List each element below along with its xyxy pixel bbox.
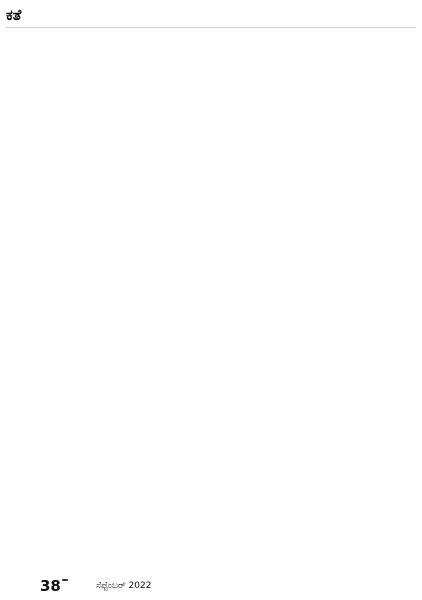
- magazine-name: [62, 579, 68, 581]
- column-right: [233, 40, 416, 568]
- left-margin: [0, 30, 34, 580]
- page-number: 38: [40, 577, 61, 595]
- page-header: [0, 0, 422, 30]
- column-left: [40, 40, 223, 568]
- article-body: [40, 40, 416, 568]
- page-footer: [0, 575, 422, 597]
- header-divider: [6, 27, 416, 28]
- issue-date: ಸೆಪ್ಟೆಂಬರ್ 2022: [96, 581, 152, 591]
- section-tag: ಕತೆ: [6, 6, 22, 24]
